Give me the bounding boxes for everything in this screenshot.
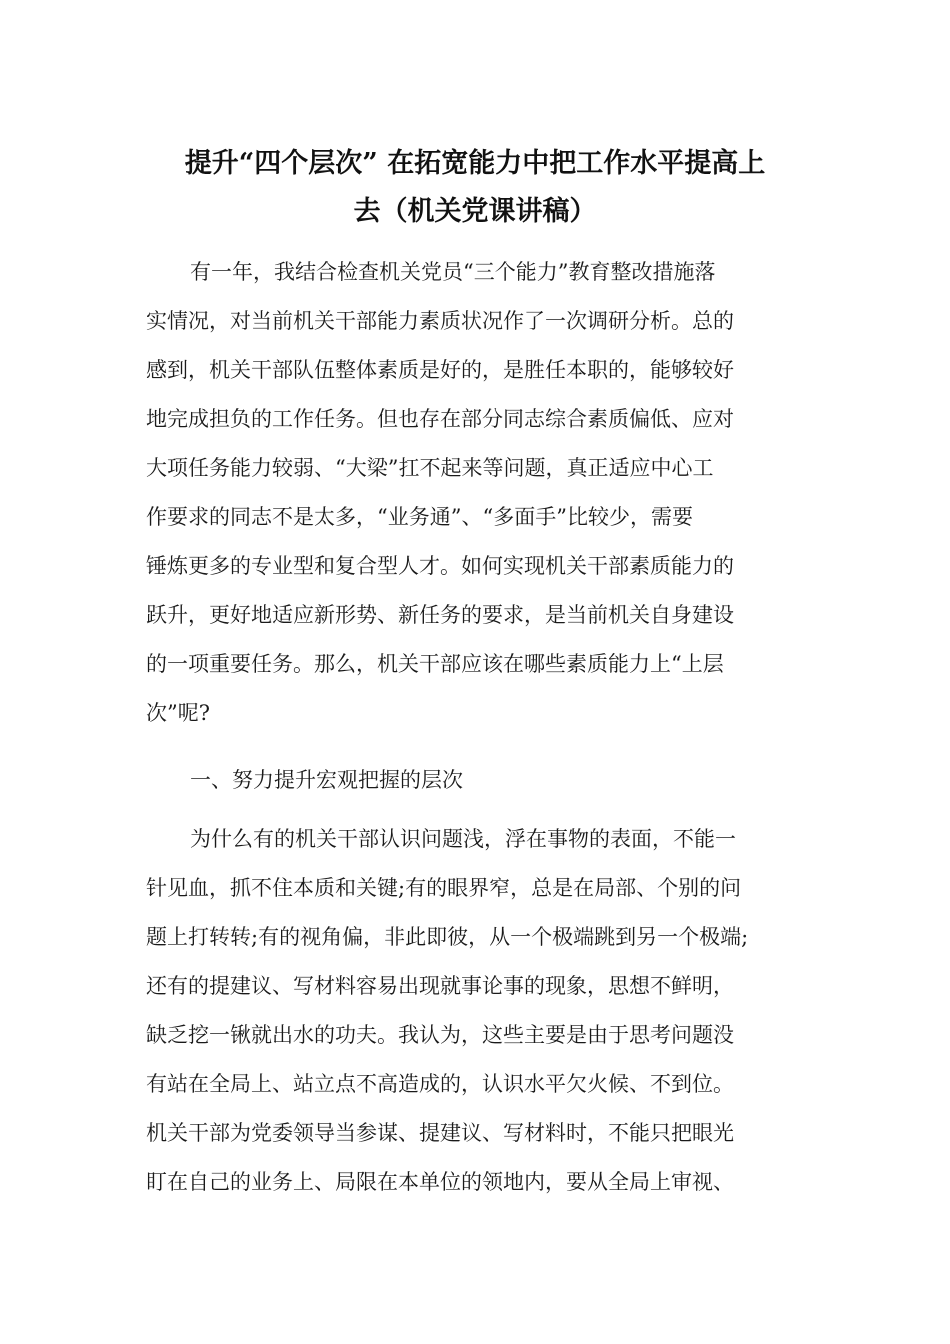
section-paragraph [146,815,806,1207]
paragraph-line: 大项任务能力较弱、“大梁”扛不起来等问题，真正适应中心工 [146,456,714,480]
paragraph-line: 地完成担负的工作任务。但也存在部分同志综合素质偏低、应对 [146,407,734,431]
intro-paragraph [146,248,806,738]
paragraph-line: 题上打转转;有的视角偏，非此即彼，从一个极端跳到另一个极端; [146,925,749,949]
paragraph-line: 为什么有的机关干部认识问题浅，浮在事物的表面，不能一 [190,827,736,851]
paragraph-line: 还有的提建议、写材料容易出现就事论事的现象，思想不鲜明， [146,974,734,998]
paragraph-line: 缺乏挖一锹就出水的功夫。我认为，这些主要是由于思考问题没 [146,1023,734,1047]
document-title [130,140,820,236]
paragraph-line: 有一年，我结合检查机关党员“三个能力”教育整改措施落 [190,260,716,284]
paragraph-line: 作要求的同志不是太多，“业务通”、“多面手”比较少，需要 [146,505,693,529]
paragraph-line: 针见血，抓不住本质和关键;有的眼界窄，总是在局部、个别的问 [146,876,742,900]
paragraph-line: 机关干部为党委领导当参谋、提建议、写材料时，不能只把眼光 [146,1121,734,1145]
paragraph-line: 盯在自己的业务上、局限在本单位的领地内，要从全局上审视、 [146,1170,734,1194]
paragraph-line: 锤炼更多的专业型和复合型人才。如何实现机关干部素质能力的 [146,554,734,578]
paragraph-line: 的一项重要任务。那么，机关干部应该在哪些素质能力上“上层 [146,652,724,676]
title-line: 提升“四个层次” 在拓宽能力中把工作水平提高上 [184,148,766,179]
paragraph-line: 感到，机关干部队伍整体素质是好的，是胜任本职的，能够较好 [146,358,734,382]
section-heading-text: 一、努力提升宏观把握的层次 [190,768,463,792]
section-heading [146,756,806,805]
paragraph-line: 实情况，对当前机关干部能力素质状况作了一次调研分析。总的 [146,309,734,333]
paragraph-line: 次”呢? [146,701,210,725]
title-line: 去（机关党课讲稿） [353,196,597,227]
paragraph-line: 跃升，更好地适应新形势、新任务的要求，是当前机关自身建设 [146,603,734,627]
paragraph-line: 有站在全局上、站立点不高造成的，认识水平欠火候、不到位。 [146,1072,734,1096]
